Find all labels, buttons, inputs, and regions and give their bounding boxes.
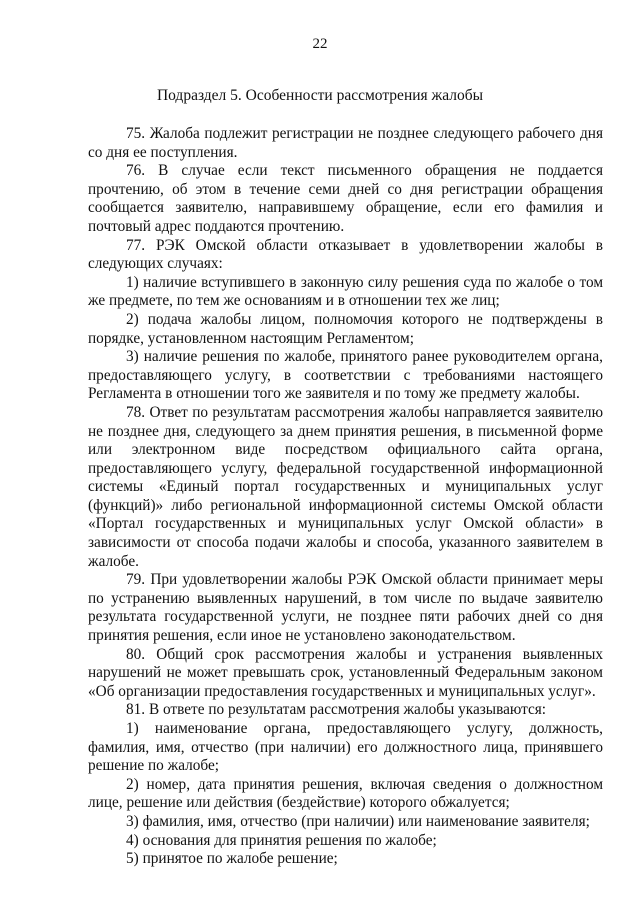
- paragraph-77-item-2: 2) подача жалобы лицом, полномочия которого не подтверждены в порядке, установленном настоящим Регламентом;: [88, 310, 603, 347]
- paragraph-81-item-2: 2) номер, дата принятия решения, включая сведения о должностном лице, решение или действия (бездействие) которого обжалуется;: [88, 775, 603, 812]
- paragraph-76: 76. В случае если текст письменного обращения не поддается прочтению, об этом в течение семи дней со дня регистрации обращения сообщается заявителю, направившему обращение, если его фамилия и почтовый адрес поддаются прочтению.: [88, 162, 603, 235]
- paragraph-81-item-1: 1) наименование органа, предоставляющего услугу, должность, фамилия, имя, отчество (при наличии) его должностного лица, принявшего решение по жалобе;: [88, 720, 603, 775]
- paragraph-81-item-3: 3) фамилия, имя, отчество (при наличии) или наименование заявителя;: [126, 812, 590, 830]
- paragraph-77: 77. РЭК Омской области отказывает в удовлетворении жалобы в следующих случаях:: [88, 236, 603, 273]
- paragraph-77-item-3: 3) наличие решения по жалобе, принятого ранее руководителем органа, предоставляющего услугу, в соответствии с требованиями настоящего Регламента в отношении того же заявителя и по тому же предмету жалобы.: [88, 348, 603, 403]
- paragraph-79: 79. При удовлетворении жалобы РЭК Омской области принимает меры по устранению выявленных нарушений, в том числе по выдаче заявителю результата государственной услуги, не позднее пяти рабочих дней со дня принятия решения, если иное не установлено законодательством.: [88, 571, 603, 645]
- paragraph-77-item-1: 1) наличие вступившего в законную силу решения суда по жалобе о том же предмете, по тем же основаниям и в отношении тех же лиц;: [88, 273, 603, 310]
- subsection-title: Подраздел 5. Особенности рассмотрения жалобы: [156, 87, 484, 104]
- paragraph-78: 78. Ответ по результатам рассмотрения жалобы направляется заявителю не позднее дня, следующего за днем принятия решения, в письменной форме или электронном виде посредством официального сайта органа, предоставляющего услугу, федеральной государственной информационной системы «Единый портал государственных и муниципальных услуг (функций)» либо региональной информационной системы Омской области «Портал государственных и муниципальных услуг Омской области» в зависимости от способа подачи жалобы и способа, указанного заявителем в жалобе.: [88, 403, 603, 570]
- body-text: [88, 125, 603, 869]
- paragraph-80: 80. Общий срок рассмотрения жалобы и устранения выявленных нарушений не может превышать срок, установленный Федеральным законом «Об организации предоставления государственных и муниципальных услуг».: [88, 645, 603, 700]
- page-number: 22: [312, 36, 328, 52]
- paragraph-75: 75. Жалоба подлежит регистрации не позднее следующего рабочего дня со дня ее поступления.: [88, 125, 603, 161]
- paragraph-81-item-4: 4) основания для принятия решения по жалобе;: [126, 831, 437, 849]
- paragraph-81: 81. В ответе по результатам рассмотрения жалобы указываются:: [126, 701, 547, 719]
- paragraph-81-item-5: 5) принятое по жалобе решение;: [126, 850, 338, 868]
